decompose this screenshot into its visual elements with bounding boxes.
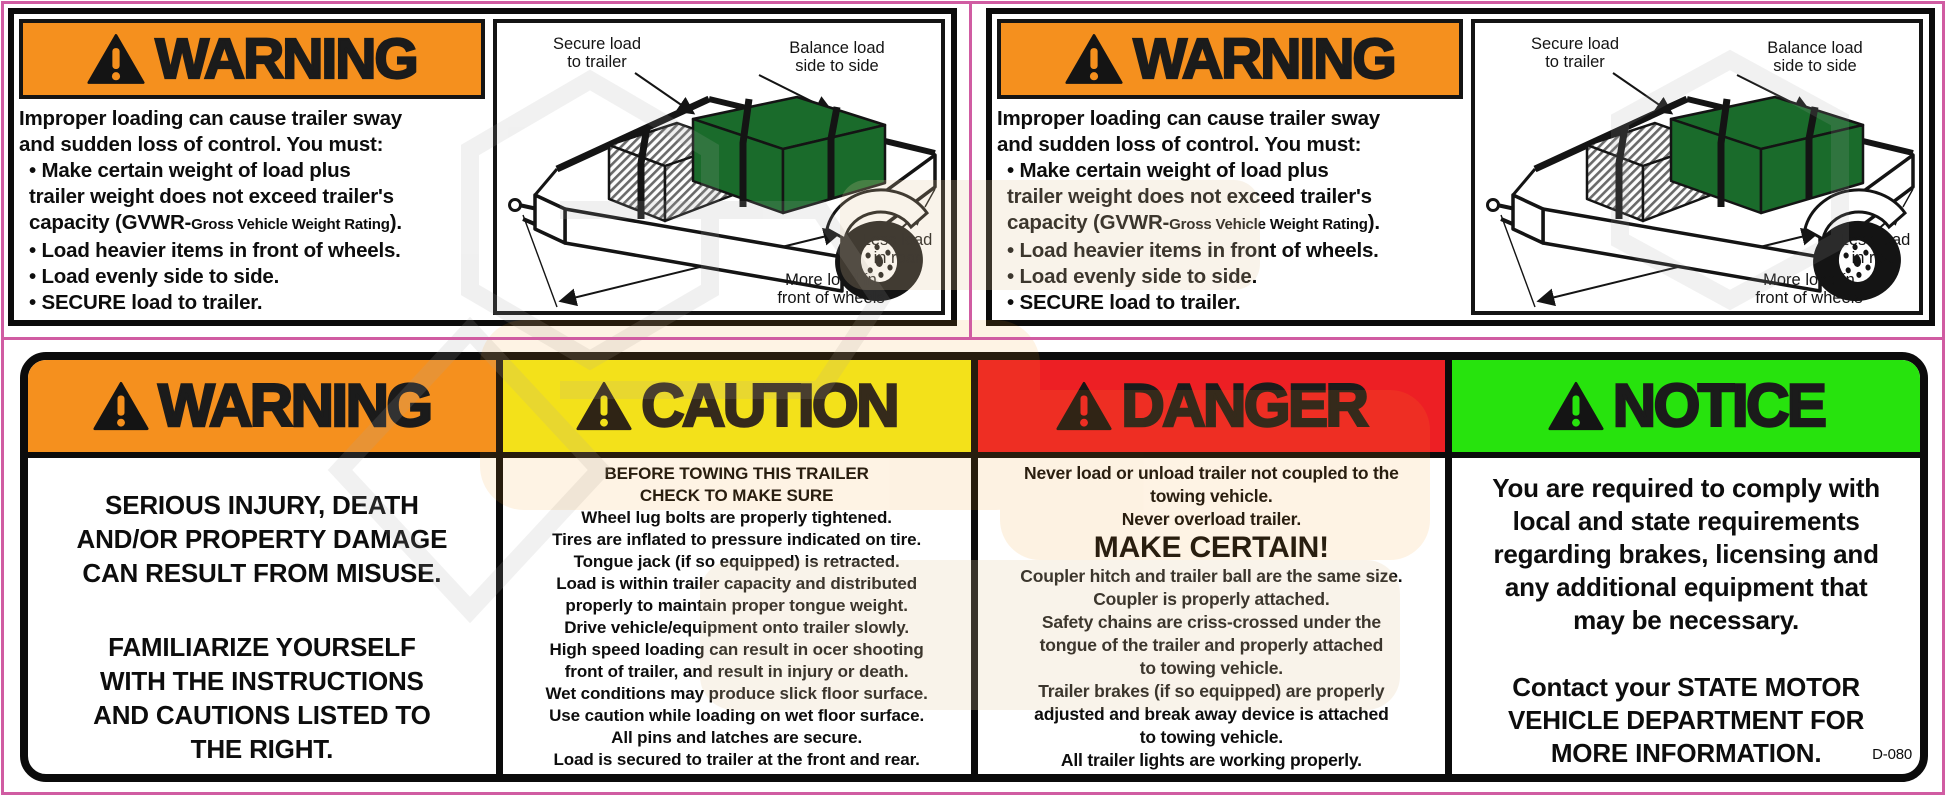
make-certain-heading: MAKE CERTAIN!	[1093, 531, 1329, 564]
caution-line: Load is secured to trailer at the front and rear.	[553, 750, 920, 769]
warning-header-bar	[19, 19, 485, 99]
capacity-prefix: capacity (GVWR-	[29, 211, 192, 234]
warning-panel-header	[28, 360, 496, 458]
danger-panel-header	[978, 360, 1446, 458]
secure-load-label: Secure load	[552, 35, 642, 53]
caution-line: Tires are inflated to pressure indicated on tire.	[552, 530, 922, 549]
notice-line: You are required to comply with	[1492, 473, 1880, 503]
trailer-loading-diagram	[493, 19, 945, 315]
notice-line: MORE INFORMATION.	[1550, 738, 1822, 768]
caution-line: front of trailer, and result in injury or death.	[564, 662, 909, 681]
caution-line: Wheel lug bolts are properly tightened.	[581, 508, 892, 527]
warning-header-text: WARNING	[1133, 26, 1395, 91]
trailer-diagram-svg	[1475, 23, 1919, 311]
more-load-label: More load ín	[785, 271, 877, 289]
warning-body-text	[997, 106, 1463, 316]
corner-post	[535, 169, 557, 195]
notice-line: VEHICLE DEPARTMENT FOR	[1508, 705, 1865, 735]
warning-header-bar	[997, 19, 1463, 99]
warning-body-text	[19, 106, 485, 316]
secure-load-label: Secure load	[1530, 35, 1620, 53]
caution-line: CHECK TO MAKE SURE	[639, 486, 834, 505]
panel-caution	[503, 360, 978, 774]
secure-load-label: to trailer	[567, 53, 627, 71]
bullet-line: • Load evenly side to side.	[29, 265, 280, 288]
danger-panel-body	[978, 458, 1446, 774]
bullet-line: trailer weight does not exceed trailer's	[29, 185, 394, 208]
caution-line: Tongue jack (if so equipped) is retracted.	[573, 552, 900, 571]
bullet-line: • SECURE load to trailer.	[29, 291, 263, 314]
danger-line: Coupler is properly attached.	[1093, 589, 1330, 609]
intro-line: Improper loading can cause trailer sway	[19, 107, 402, 130]
notice-line: local and state requirements	[1512, 506, 1860, 536]
caution-line: Drive vehicle/equipment onto trailer slowly.	[564, 618, 910, 637]
secure-load-label: to trailer	[1545, 53, 1605, 71]
trailer-diagram-svg	[497, 23, 941, 311]
caution-line: All pins and latches are secure.	[611, 728, 863, 747]
cut-line-horizontal	[4, 337, 1942, 340]
danger-line: Safety chains are criss-crossed under the	[1041, 612, 1381, 632]
front-panel	[1513, 195, 1543, 243]
warning-panel-title: WARNING	[158, 372, 431, 439]
less-load-label: in rear	[1851, 249, 1899, 267]
warning-label-top-left	[8, 8, 957, 326]
intro-line: Improper loading can cause trailer sway	[997, 107, 1380, 130]
balance-load-label: Balance load	[1767, 39, 1863, 57]
warning-label-top-right	[986, 8, 1935, 326]
intro-line: and sudden loss of control. You must:	[19, 133, 384, 156]
caution-line: properly to maintain proper tongue weight.	[565, 596, 908, 615]
caution-panel-title: CAUTION	[641, 372, 898, 439]
part-number: D-080	[1872, 746, 1912, 763]
danger-line: Trailer brakes (if so equipped) are properly	[1038, 681, 1385, 701]
warning-line: THE RIGHT.	[190, 734, 334, 764]
notice-line: any additional equipment that	[1504, 572, 1868, 602]
capacity-prefix: capacity (GVWR-	[1007, 211, 1170, 234]
warning-triangle-icon	[576, 381, 632, 431]
balance-load-label: side to side	[1773, 57, 1857, 75]
notice-panel-header	[1452, 360, 1920, 458]
bullet-line: trailer weight does not exceed trailer's	[1007, 185, 1372, 208]
danger-line: to towing vehicle.	[1139, 727, 1283, 747]
warning-triangle-icon	[1056, 381, 1112, 431]
danger-line: towing vehicle.	[1150, 486, 1273, 506]
warning-line: WITH THE INSTRUCTIONS	[100, 666, 424, 696]
caution-line: Load is within trailer capacity and distributed	[556, 574, 918, 593]
caution-panel-body	[503, 458, 971, 774]
more-load-label: More load ín	[1763, 271, 1855, 289]
danger-line: tongue of the trailer and properly attached	[1039, 635, 1384, 655]
front-panel	[535, 195, 565, 243]
warning-line: AND/OR PROPERTY DAMAGE	[76, 524, 448, 554]
warning-panel-body	[28, 458, 496, 774]
caution-line: BEFORE TOWING THIS TRAILER	[604, 464, 869, 483]
less-load-label: Less load	[861, 231, 933, 249]
bullet-line: • Load heavier items in front of wheels.	[29, 239, 401, 262]
less-load-label: Less load	[1839, 231, 1911, 249]
less-load-label: in rear	[873, 249, 921, 267]
caution-line: Wet conditions may produce slick floor surface.	[545, 684, 928, 703]
danger-line: Coupler hitch and trailer ball are the same size.	[1020, 566, 1403, 586]
warning-line: SERIOUS INJURY, DEATH	[105, 490, 419, 520]
bullet-line	[19, 210, 485, 238]
warning-header-text: WARNING	[155, 26, 417, 91]
bullet-line: • Make certain weight of load plus	[1007, 159, 1329, 182]
notice-panel-title: NOTICE	[1612, 372, 1825, 439]
gvwr-small-text: Gross Vehicle Weight Rating	[191, 216, 390, 233]
bullet-line: • Load evenly side to side.	[1007, 265, 1258, 288]
cut-line-vertical	[969, 4, 972, 340]
more-load-label: front of wheels	[777, 289, 885, 307]
panel-notice	[1452, 360, 1920, 774]
danger-line: adjusted and break away device is attached	[1034, 704, 1389, 724]
danger-line: All trailer lights are working properly.	[1060, 750, 1362, 770]
warning-triangle-icon	[87, 33, 145, 85]
warning-line: AND CAUTIONS LISTED TO	[93, 700, 431, 730]
danger-panel-title: DANGER	[1121, 372, 1367, 439]
caution-line: High speed loading can result in ocer shooting	[549, 640, 924, 659]
warning-text-column	[19, 19, 485, 316]
bullet-line: • SECURE load to trailer.	[1007, 291, 1241, 314]
balance-load-label: side to side	[795, 57, 879, 75]
warning-triangle-icon	[1065, 33, 1123, 85]
notice-line: regarding brakes, licensing and	[1493, 539, 1879, 569]
notice-line: Contact your STATE MOTOR	[1512, 672, 1860, 702]
bullet-line: • Load heavier items in front of wheels.	[1007, 239, 1379, 262]
danger-line: Never overload trailer.	[1121, 509, 1301, 529]
gvwr-small-text: Gross Vehicle Weight Rating	[1169, 216, 1368, 233]
warning-text-column	[997, 19, 1463, 316]
capacity-suffix: ).	[1367, 211, 1380, 234]
notice-line: may be necessary.	[1573, 605, 1800, 635]
caution-line: Use caution while loading on wet floor surface.	[549, 706, 925, 725]
warning-triangle-icon	[1548, 381, 1604, 431]
panel-warning	[28, 360, 503, 774]
danger-line: Never load or unload trailer not coupled to the	[1024, 463, 1399, 483]
danger-line: to towing vehicle.	[1139, 658, 1283, 678]
warning-line: FAMILIARIZE YOURSELF	[108, 632, 416, 662]
coupler	[510, 200, 521, 211]
trailer-loading-diagram	[1471, 19, 1923, 315]
panel-danger	[978, 360, 1453, 774]
four-panel-safety-label	[20, 352, 1928, 782]
bullet-line	[997, 210, 1463, 238]
warning-triangle-icon	[93, 381, 149, 431]
caution-panel-header	[503, 360, 971, 458]
warning-line: CAN RESULT FROM MISUSE.	[82, 558, 442, 588]
notice-panel-body	[1452, 458, 1920, 774]
corner-post	[1513, 169, 1535, 195]
intro-line: and sudden loss of control. You must:	[997, 133, 1362, 156]
capacity-suffix: ).	[389, 211, 402, 234]
balance-load-label: Balance load	[789, 39, 885, 57]
more-load-label: front of wheels	[1755, 289, 1863, 307]
coupler	[1488, 200, 1499, 211]
bullet-line: • Make certain weight of load plus	[29, 159, 351, 182]
